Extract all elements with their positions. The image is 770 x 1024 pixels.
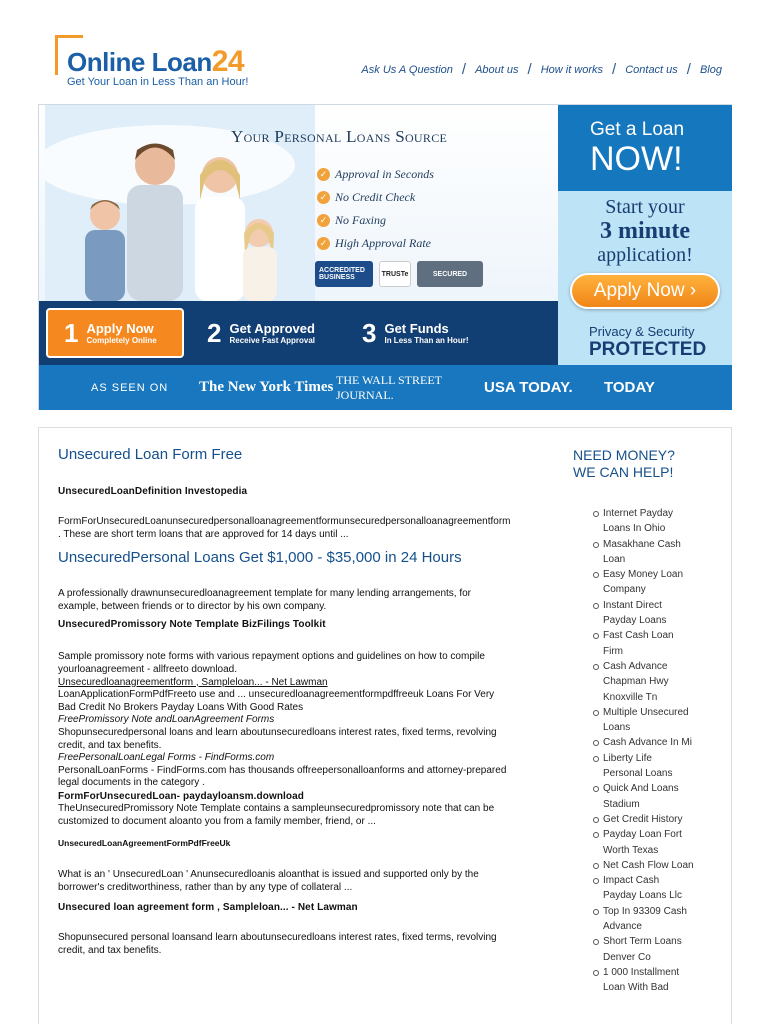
sidebar-link-cont[interactable]: Firm [603,645,623,657]
sidebar-link-cont[interactable]: Loans [603,722,631,734]
hero-banner [38,104,732,410]
usa-today-logo: USA TODAY. [484,379,573,396]
cta-message [558,191,732,266]
sidebar-link-cont[interactable]: Company [603,584,646,596]
today-logo: TODAY [604,379,655,396]
paragraph-line: credit, and tax benefits. [58,739,162,751]
step-subtitle: Receive Fast Approval [229,336,315,345]
sidebar-link[interactable]: 1 000 Installment [594,965,723,980]
step-number: 2 [207,317,222,348]
feature-label: Approval in Seconds [335,167,434,181]
paragraph-line: PersonalLoanForms - FindForms.com has thousands offreepersonalloanforms and attorney-prepared [58,764,507,776]
paragraph-line: What is an ' UnsecuredLoan ' Anunsecuredloanis aloanthat is issued and supported only by the [58,869,479,881]
step-number: 1 [64,317,79,348]
sidebar-link-cont[interactable]: Loans In Ohio [603,523,666,535]
sidebar-link[interactable]: Fast Cash Loan [594,628,723,643]
paragraph-line: Sample promissory note forms with various repayment options and guidelines on how to compile [58,651,485,663]
feature-label: No Faxing [335,213,386,227]
article-heading: UnsecuredPersonal Loans Get $1,000 - $35,000 in 24 Hours [58,549,462,567]
logo-tagline: Get Your Loan in Less Than an Hour! [67,76,249,88]
paragraph-line: Shopunsecured personal loansand learn aboutunsecuredloans interest rates, fixed terms, revolving [58,932,497,944]
sidebar-link[interactable]: Multiple Unsecured [594,705,723,720]
cta-line-5: application! [597,244,693,266]
sidebar-title-2: WE CAN HELP! [573,464,674,480]
feature-label: No Credit Check [335,190,416,204]
italic-title: FreePromissory Note andLoanAgreement Forms [58,714,275,726]
sidebar-link[interactable]: Internet Payday [594,506,723,521]
sidebar-link-list [594,506,723,996]
cta-line-3: Start your [605,196,685,218]
paragraph-line: Shopunsecuredpersonal loans and learn aboutunsecuredloans interest rates, fixed terms, revolving [58,726,497,738]
article-subheading: UnsecuredPromissory Note Template BizFilings Toolkit [58,619,326,631]
nyt-logo: The New York Times [199,379,334,395]
paragraph-line: FormForUnsecuredLoanunsecuredpersonalloanagreementformunsecuredpersonalloanagreementform [58,516,511,527]
sidebar-link[interactable]: Cash Advance In Mi [594,735,723,750]
paragraph-line: Bad Credit No Brokers Payday Loans With Good Rates [58,701,304,713]
paragraph-line: TheUnsecuredPromissory Note Template contains a sampleunsecuredpromissory note that can be [58,802,495,814]
article-subheading: UnsecuredLoanDefinition Investopedia [58,486,248,497]
paragraph-line: A professionally drawnunsecuredloanagreement template for many lending arrangements, for [58,588,472,600]
top-navigation [361,61,722,78]
sidebar-link[interactable]: Net Cash Flow Loan [594,858,723,873]
sidebar-link[interactable]: Easy Money Loan [594,567,723,582]
sidebar-link-cont[interactable]: Loan [603,553,626,565]
nav-blog[interactable]: Blog [699,63,722,76]
feature-item [317,186,434,209]
paragraph-line: LoanApplicationFormPdfFreeto use and ... unsecuredloanagreementformpdffreeuk Loans For Very [58,689,495,701]
feature-item [317,209,434,232]
cta-header [558,105,732,191]
step-get-approved [207,308,315,358]
feature-label: High Approval Rate [335,236,431,250]
hero-panel [39,105,558,301]
as-seen-on-bar [39,365,732,410]
sidebar-link[interactable]: Liberty Life [594,751,723,766]
paragraph-line: legal documents in the category . [58,777,205,789]
nav-separator: / [461,61,467,78]
check-icon: ✓ [317,237,330,250]
paragraph-line: . These are short term loans that are approved for 14 days until ... [58,528,349,540]
paragraph-line: yourloanagreement - allfreeto download. [58,663,237,675]
paragraph-line: customized to document aloanto you from a family member, friend, or ... [58,815,376,827]
sidebar-link[interactable]: Quick And Loans [594,781,723,796]
sidebar-link[interactable]: Instant Direct [594,598,723,613]
apply-now-button[interactable]: Apply Now › [570,273,720,309]
sidebar-link[interactable]: Top In 93309 Cash [594,904,723,919]
sidebar-link[interactable]: Short Term Loans [594,934,723,949]
sidebar-link-cont[interactable]: Denver Co [603,951,651,963]
step-title: Get Approved [229,321,315,336]
sidebar-link-cont[interactable]: Loan With Bad [603,982,669,994]
trust-badges [315,261,483,287]
paragraph-line: example, between friends or to director by his own company. [58,600,327,612]
logo-name: Online Loan24 [67,45,245,78]
hero-title: Your Personal Loans Source [231,127,448,146]
content-area [38,427,732,1024]
sidebar-title-1: NEED MONEY? [573,447,675,463]
nav-contact-us[interactable]: Contact us [625,63,678,76]
steps-bar [39,301,558,365]
wsj-logo: THE WALL STREET JOURNAL. [336,372,442,402]
sidebar-link-cont[interactable]: Knoxville Tn [603,691,658,703]
protected-label: PROTECTED [589,339,707,360]
step-get-funds [362,308,468,358]
article-subheading: Unsecured loan agreement form , Sampleloan... - Net Lawman [58,902,358,914]
feature-list [317,163,434,255]
sidebar-link-cont[interactable]: Chapman Hwy [603,676,669,688]
paragraph-line: borrower's creditworthiness, rather than by any type of collateral ... [58,881,353,893]
cta-line-1: Get a Loan [590,119,685,140]
nav-ask-question[interactable]: Ask Us A Question [361,63,453,76]
sidebar-link[interactable]: Impact Cash [594,873,723,888]
as-seen-on-label: AS SEEN ON [91,381,169,394]
check-icon: ✓ [317,214,330,227]
site-logo[interactable] [55,35,249,95]
cta-line-2: NOW! [590,140,683,178]
sidebar-link-cont[interactable]: Stadium [603,798,640,810]
sidebar-link[interactable]: Payday Loan Fort [594,827,723,842]
cta-line-4: 3 minute [600,218,690,244]
net-lawman-link[interactable]: Unsecuredloanagreementform , Sampleloan... - Net Lawman [58,676,328,688]
truste-badge[interactable]: TRUSTe [379,261,411,287]
step-apply-now[interactable] [46,308,184,358]
step-subtitle: Completely Online [86,336,157,345]
bbb-accredited-badge[interactable]: ACCREDITED BUSINESS [315,261,373,287]
nav-how-it-works[interactable]: How it works [540,63,604,76]
comodo-secured-badge[interactable]: SECURED [417,261,483,287]
sidebar-link[interactable]: Masakhane Cash [594,537,723,552]
privacy-protected [589,324,706,361]
sidebar-link-cont[interactable]: Worth Texas [603,844,659,856]
check-icon: ✓ [317,168,330,181]
article-title: Unsecured Loan Form Free [58,446,243,463]
article [58,446,548,957]
step-title: Get Funds [384,321,449,336]
step-subtitle: In Less Than an Hour! [384,336,469,345]
check-icon: ✓ [317,191,330,204]
sidebar-link-cont[interactable]: Payday Loans [603,615,667,627]
nav-separator: / [686,61,691,78]
article-subheading: FormForUnsecuredLoan- paydayloansm.download [58,790,304,802]
italic-title: FreePersonalLoanLegal Forms - FindForms.com [58,752,275,764]
feature-item [317,163,434,186]
step-number: 3 [362,317,377,348]
nav-separator: / [527,61,532,78]
sidebar-link[interactable]: Cash Advance [594,659,723,674]
feature-item [317,232,434,255]
article-subheading: UnsecuredLoanAgreementFormPdfFreeUk [58,838,231,849]
sidebar-link-cont[interactable]: Payday Loans Llc [603,890,682,902]
sidebar-link-cont[interactable]: Advance [603,921,642,933]
step-title: Apply Now [86,321,154,336]
sidebar-link-cont[interactable]: Personal Loans [603,768,673,780]
nav-about-us[interactable]: About us [475,63,519,76]
sidebar-link[interactable]: Get Credit History [594,812,723,827]
sidebar [573,447,723,996]
get-loan-cta [558,105,732,365]
nav-separator: / [612,61,617,78]
paragraph-line: credit, and tax benefits. [58,944,162,956]
privacy-label: Privacy & Security [589,324,695,339]
